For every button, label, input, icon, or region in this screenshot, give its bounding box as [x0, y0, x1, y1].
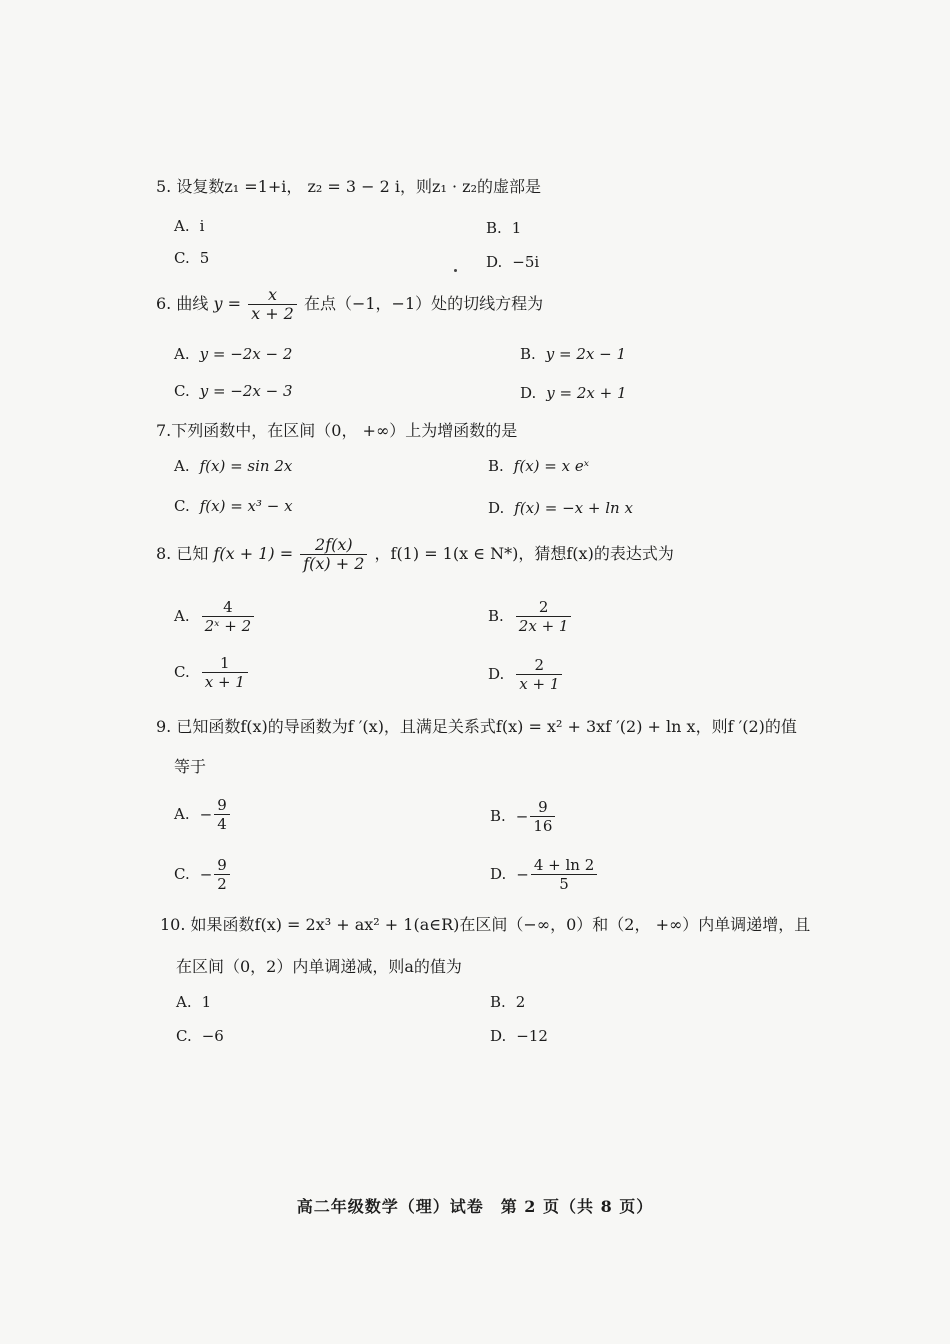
- q9-option-a: [174, 796, 232, 833]
- q9-option-b: [490, 798, 557, 835]
- option-label: D.: [490, 1027, 507, 1045]
- frac-den: 16: [533, 817, 553, 835]
- frac-num: 4: [202, 598, 255, 617]
- option-text: f(x) = −x + ln x: [514, 499, 633, 517]
- option-label: B.: [520, 345, 536, 363]
- option-text: f(x) = x eˣ: [513, 457, 590, 475]
- q6-num: x: [248, 286, 297, 305]
- q5-option-d: [486, 252, 539, 272]
- minus-sign: −: [515, 807, 529, 826]
- question-10-stem-line1: 10. 如果函数f(x) = 2x³ + ax² + 1(a∈R)在区间（−∞，0）和（2， +∞）内单调递增，且: [160, 915, 811, 934]
- question-7-stem: 7.下列函数中，在区间（0， +∞）上为增函数的是: [156, 421, 518, 440]
- q10-option-c: [176, 1026, 224, 1046]
- question-10-stem-line2: 在区间（0，2）内单调递减，则a的值为: [176, 957, 462, 976]
- option-text: 1: [511, 219, 522, 237]
- q10-option-a: [176, 992, 211, 1012]
- frac-num: 2: [516, 656, 562, 675]
- option-label: B.: [490, 806, 506, 825]
- q6-prefix: 6. 曲线: [156, 294, 209, 313]
- question-6-stem: [156, 286, 543, 323]
- q5-option-a: [174, 216, 204, 236]
- q8-option-b: [488, 598, 573, 635]
- q8-den: f(x) + 2: [303, 554, 365, 573]
- frac-den: x + 1: [519, 675, 560, 693]
- q6-den: x + 2: [251, 304, 294, 323]
- q6-option-c: [174, 381, 293, 401]
- option-fraction: [531, 856, 597, 893]
- option-label: B.: [488, 457, 504, 475]
- option-text: i: [199, 217, 205, 235]
- option-label: B.: [486, 219, 502, 237]
- option-label: C.: [174, 382, 190, 400]
- q7-option-a: [174, 456, 292, 476]
- q6-lhs: y =: [213, 294, 241, 313]
- q8-option-d: [488, 656, 564, 693]
- option-text: 1: [201, 993, 212, 1011]
- frac-den: 2x + 1: [518, 617, 569, 635]
- frac-den: 2ˣ + 2: [204, 617, 252, 635]
- option-label: A.: [174, 345, 190, 363]
- q7-option-c: [174, 496, 293, 516]
- option-label: C.: [174, 864, 190, 883]
- option-fraction: [214, 856, 230, 893]
- frac-num: 1: [202, 654, 248, 673]
- q8-prefix: 8. 已知: [156, 544, 209, 563]
- q10-option-b: [490, 992, 525, 1012]
- option-label: A.: [174, 217, 190, 235]
- frac-num: 4 + ln 2: [531, 856, 597, 875]
- option-label: A.: [174, 606, 190, 625]
- option-text: 5: [199, 249, 210, 267]
- option-label: D.: [488, 664, 505, 683]
- option-text: f(x) = x³ − x: [199, 497, 293, 515]
- option-fraction: [214, 796, 230, 833]
- option-text: y = 2x + 1: [546, 384, 627, 402]
- option-label: B.: [488, 606, 504, 625]
- frac-den: 5: [559, 875, 569, 893]
- option-label: B.: [490, 993, 506, 1011]
- option-label: C.: [174, 249, 190, 267]
- q9-option-c: [174, 856, 232, 893]
- option-fraction: [516, 656, 562, 693]
- option-label: C.: [174, 662, 190, 681]
- option-fraction: [202, 598, 255, 635]
- frac-den: 2: [217, 875, 227, 893]
- q7-option-d: [488, 498, 633, 518]
- option-text: 2: [515, 993, 526, 1011]
- option-fraction: [202, 654, 248, 691]
- q6-fraction: [248, 286, 297, 323]
- option-label: A.: [174, 804, 190, 823]
- option-label: D.: [520, 384, 537, 402]
- option-text: y = −2x − 2: [199, 345, 293, 363]
- frac-den: x + 1: [204, 673, 245, 691]
- option-text: −12: [516, 1027, 548, 1045]
- option-fraction: [530, 798, 555, 835]
- q6-option-d: [520, 383, 627, 403]
- question-5-stem: 5. 设复数z₁ =1+i， z₂ = 3 − 2 i，则z₁ · z₂的虚部是: [156, 177, 541, 196]
- q9-option-d: [490, 856, 599, 893]
- q8-num: 2f(x): [300, 536, 367, 555]
- frac-num: 9: [214, 856, 230, 875]
- question-9-stem-line1: 9. 已知函数f(x)的导函数为f ′(x)，且满足关系式f(x) = x² + 3xf ′(2) + ln x，则f ′(2)的值: [156, 717, 797, 736]
- frac-num: 2: [516, 598, 572, 617]
- question-9-stem-line2: 等于: [174, 757, 207, 776]
- q7-option-b: [488, 456, 589, 476]
- q8-option-c: [174, 654, 250, 691]
- option-label: C.: [174, 497, 190, 515]
- option-label: D.: [486, 253, 503, 271]
- option-label: A.: [174, 457, 190, 475]
- minus-sign: −: [199, 805, 213, 824]
- question-8-stem: [156, 536, 674, 573]
- minus-sign: −: [516, 865, 529, 884]
- q5-option-c: [174, 248, 209, 268]
- page-footer: 高二年级数学（理）试卷 第 2 页（共 8 页）: [296, 1197, 654, 1216]
- q8-fraction: [300, 536, 367, 573]
- q8-lhs: f(x + 1) =: [213, 544, 294, 563]
- option-label: D.: [488, 499, 505, 517]
- option-text: −5i: [512, 253, 540, 271]
- minus-sign: −: [199, 865, 213, 884]
- q5-option-b: [486, 218, 521, 238]
- q6-suffix: 在点（−1，−1）处的切线方程为: [303, 294, 544, 313]
- option-text: f(x) = sin 2x: [199, 457, 293, 475]
- q10-option-d: [490, 1026, 548, 1046]
- option-text: y = −2x − 3: [199, 382, 293, 400]
- option-label: A.: [176, 993, 192, 1011]
- option-text: −6: [201, 1027, 224, 1045]
- q6-option-a: [174, 344, 292, 364]
- frac-num: 9: [214, 796, 230, 815]
- option-fraction: [516, 598, 572, 635]
- option-text: y = 2x − 1: [545, 345, 627, 363]
- q8-option-a: [174, 598, 256, 635]
- option-label: D.: [490, 864, 507, 883]
- option-label: C.: [176, 1027, 192, 1045]
- frac-den: 4: [217, 815, 227, 833]
- q8-suffix: ，f(1) = 1(x ∈ N*)，猜想f(x)的表达式为: [374, 544, 674, 563]
- frac-num: 9: [530, 798, 555, 817]
- q6-option-b: [520, 344, 626, 364]
- scan-speck: [454, 269, 457, 272]
